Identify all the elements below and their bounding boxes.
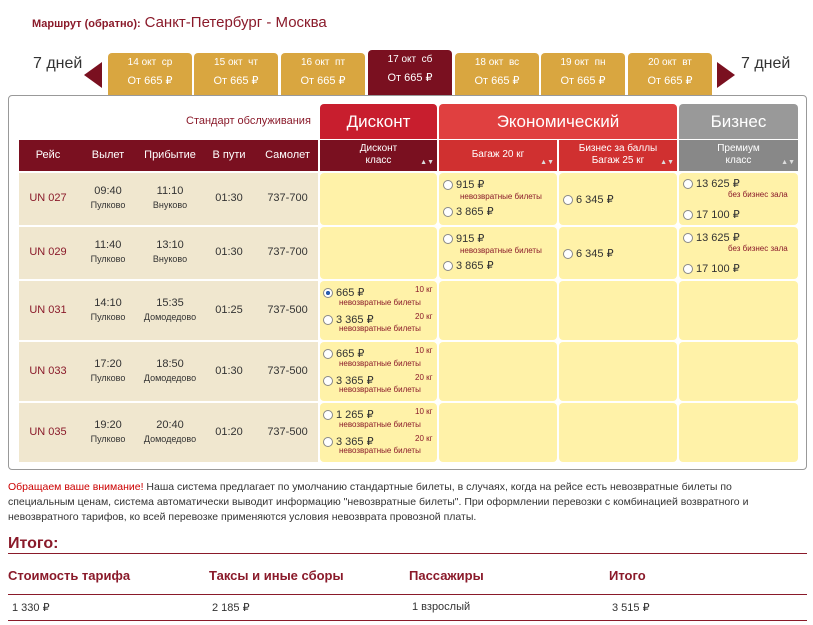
route-label: Маршрут (обратно): — [32, 18, 141, 30]
departure-airport: Пулково — [90, 200, 126, 210]
departure-airport: Пулково — [90, 254, 126, 264]
arrival-airport: Домодедово — [143, 433, 197, 444]
fare-option[interactable] — [563, 247, 614, 260]
notice-text: Наша система предлагает по умолчанию стандартные билеты, в случаях, когда на рейсе есть невозвратные билеты по специальным ценам, система автоматически выводит информацию "невозвратные билеты". При оформлении перевозки с комбинацией возвратного и невозвратного тарифов, ко всей перевозке применяются условия невозврата провозной платы. — [8, 481, 749, 523]
radio-button[interactable] — [323, 315, 333, 325]
radio-button[interactable] — [323, 410, 333, 420]
departure-airport: Пулково — [90, 372, 126, 383]
radio-button[interactable] — [323, 349, 333, 359]
class-header-discount: Дисконт — [320, 104, 437, 139]
aircraft: 737-700 — [267, 192, 308, 204]
fare-option[interactable] — [563, 193, 614, 206]
date-tab-date: 16 окт пт — [300, 57, 346, 68]
subheader-economy-label: Багаж 20 кг — [471, 149, 525, 160]
flight-row — [19, 281, 318, 340]
route-value: Санкт-Петербург - Москва — [144, 14, 327, 31]
route-header — [32, 14, 327, 31]
departure-time: 17:20 — [94, 357, 122, 370]
sort-icon[interactable]: ▲▼ — [660, 159, 674, 166]
fare-price: 3 365 ₽ — [336, 314, 374, 326]
date-tab[interactable] — [541, 53, 625, 95]
totals-total-value: 3 515 ₽ — [612, 602, 650, 614]
divider — [8, 594, 807, 595]
fare-price: 3 365 ₽ — [336, 375, 374, 387]
flight-row — [19, 227, 318, 279]
prev-week-arrow-icon[interactable] — [84, 62, 102, 88]
radio-button[interactable] — [683, 264, 693, 274]
sort-icon[interactable]: ▲▼ — [781, 159, 795, 166]
duration: 01:30 — [215, 246, 243, 258]
fare-note: без бизнес зала — [728, 190, 788, 199]
totals-taxes-value: 2 185 ₽ — [212, 602, 250, 614]
fare-note: без бизнес зала — [728, 244, 788, 253]
subheader-premium[interactable] — [679, 140, 798, 171]
sort-icon[interactable]: ▲▼ — [420, 159, 434, 166]
fare-price: 3 865 ₽ — [456, 206, 494, 218]
radio-button[interactable] — [683, 179, 693, 189]
col-departure: Вылет — [77, 140, 139, 171]
date-tab[interactable] — [455, 53, 539, 95]
duration: 01:30 — [215, 192, 243, 204]
next-week-label[interactable]: 7 дней — [741, 55, 791, 72]
notice-highlight: Обращаем ваше внимание! — [8, 481, 144, 493]
subheader-bonus[interactable] — [559, 140, 677, 171]
arrival-airport: Домодедово — [143, 372, 197, 383]
fare-note: 20 кг — [415, 373, 433, 382]
radio-button[interactable] — [443, 180, 453, 190]
arrival-time: 11:10 — [156, 185, 184, 197]
flight-number: UN 029 — [29, 246, 67, 258]
col-arrival: Прибытие — [139, 140, 201, 171]
subheader-premium-label: Премиум класс — [717, 143, 760, 166]
fare-price: 665 ₽ — [336, 287, 365, 299]
fare-price: 3 865 ₽ — [456, 260, 494, 272]
radio-button[interactable] — [683, 233, 693, 243]
fare-cell-discount — [320, 173, 437, 225]
fare-price: 915 ₽ — [456, 179, 485, 191]
duration: 01:30 — [215, 364, 243, 377]
fare-note: 10 кг — [415, 407, 433, 416]
next-week-arrow-icon[interactable] — [717, 62, 735, 88]
fare-option[interactable] — [443, 232, 484, 245]
date-tab-date: 14 окт ср — [127, 57, 173, 68]
fare-price: 17 100 ₽ — [696, 263, 740, 275]
radio-button[interactable] — [563, 195, 573, 205]
departure-airport: Пулково — [90, 311, 126, 322]
date-tab-price: От 665 ₽ — [300, 75, 346, 87]
aircraft: 737-500 — [267, 303, 308, 316]
fare-option[interactable] — [683, 177, 740, 190]
fare-option[interactable] — [683, 262, 740, 275]
date-tab[interactable] — [628, 53, 712, 95]
fare-note: невозвратные билеты — [339, 420, 421, 429]
totals-header-total: Итого — [609, 568, 646, 583]
date-tab-date: 17 окт сб — [387, 54, 433, 65]
flight-number: UN 027 — [29, 192, 67, 204]
fare-cell-economy — [439, 342, 557, 401]
divider — [8, 620, 807, 621]
date-tab-price: От 665 ₽ — [647, 75, 693, 87]
fare-price: 1 265 ₽ — [336, 409, 374, 421]
date-tab[interactable] — [108, 53, 192, 95]
fare-cell-bonus — [559, 281, 677, 340]
fare-price: 3 365 ₽ — [336, 436, 374, 448]
arrival-time: 13:10 — [156, 239, 184, 251]
date-tab-date: 18 окт вс — [474, 57, 520, 68]
notice — [8, 480, 798, 525]
fare-price: 6 345 ₽ — [576, 194, 614, 206]
subheader-economy[interactable] — [439, 140, 557, 171]
aircraft: 737-500 — [267, 425, 308, 438]
sort-icon[interactable]: ▲▼ — [540, 159, 554, 166]
totals-fare-value: 1 330 ₽ — [12, 602, 50, 614]
date-tab-price: От 665 ₽ — [127, 75, 173, 87]
arrival-time: 20:40 — [156, 418, 184, 431]
duration: 01:20 — [215, 425, 243, 438]
fare-note: невозвратные билеты — [460, 246, 542, 255]
fare-option[interactable] — [683, 208, 740, 221]
col-duration: В пути — [201, 140, 257, 171]
date-tab-price: От 665 ₽ — [560, 75, 606, 87]
fare-price: 13 625 ₽ — [696, 178, 740, 190]
flight-row — [19, 342, 318, 401]
arrival-time: 18:50 — [156, 357, 184, 370]
flight-number: UN 031 — [29, 303, 67, 316]
flight-number: UN 033 — [29, 364, 67, 377]
fare-price: 665 ₽ — [336, 348, 365, 360]
totals-header-fare: Стоимость тарифа — [8, 568, 131, 583]
flight-row — [19, 403, 318, 462]
fare-option[interactable] — [443, 205, 494, 218]
col-flight: Рейс — [19, 140, 77, 171]
arrival-airport: Внуково — [152, 200, 188, 210]
fare-note: 20 кг — [415, 312, 433, 321]
fare-note: 10 кг — [415, 285, 433, 294]
departure-time: 19:20 — [94, 418, 122, 431]
date-tab[interactable] — [194, 53, 278, 95]
fare-cell-economy — [439, 403, 557, 462]
fare-note: невозвратные билеты — [339, 446, 421, 455]
fare-cell-bonus — [559, 342, 677, 401]
fare-cell-business — [679, 281, 798, 340]
fare-option[interactable] — [443, 259, 494, 272]
departure-time: 09:40 — [94, 185, 122, 197]
prev-week-label[interactable]: 7 дней — [33, 55, 83, 72]
fare-note: невозвратные билеты — [460, 192, 542, 201]
fare-option[interactable] — [443, 178, 484, 191]
fare-note: невозвратные билеты — [339, 385, 421, 394]
fare-cell-business — [679, 342, 798, 401]
departure-time: 14:10 — [94, 296, 122, 309]
fare-cell-economy — [439, 281, 557, 340]
class-header-business: Бизнес — [679, 104, 798, 139]
totals-header-taxes: Таксы и иные сборы — [209, 568, 344, 583]
radio-button[interactable] — [323, 376, 333, 386]
radio-button[interactable] — [323, 437, 333, 447]
flight-number: UN 035 — [29, 425, 67, 438]
totals-passengers-value: 1 взрослый — [412, 601, 471, 613]
departure-airport: Пулково — [90, 433, 126, 444]
fare-price: 915 ₽ — [456, 233, 485, 245]
fare-note: 10 кг — [415, 346, 433, 355]
aircraft: 737-700 — [267, 246, 308, 258]
fare-note: невозвратные билеты — [339, 298, 421, 307]
date-tab-date: 20 окт вт — [648, 57, 692, 68]
arrival-airport: Домодедово — [143, 311, 197, 322]
arrival-time: 15:35 — [156, 296, 184, 309]
fare-price: 6 345 ₽ — [576, 248, 614, 260]
radio-button[interactable] — [683, 210, 693, 220]
standard-label: Стандарт обслуживания — [186, 115, 311, 127]
radio-button[interactable] — [563, 249, 573, 259]
radio-button[interactable] — [443, 234, 453, 244]
radio-button[interactable] — [323, 288, 333, 298]
class-header-economy: Экономический — [439, 104, 677, 139]
date-tab[interactable] — [281, 53, 365, 95]
subheader-discount[interactable] — [320, 140, 437, 171]
fare-note: невозвратные билеты — [339, 324, 421, 333]
fare-cell-discount — [320, 227, 437, 279]
date-tab-date: 15 окт чт — [214, 57, 258, 68]
arrival-airport: Внуково — [152, 254, 188, 264]
fare-note: невозвратные билеты — [339, 359, 421, 368]
fare-price: 17 100 ₽ — [696, 209, 740, 221]
radio-button[interactable] — [443, 207, 453, 217]
totals-title: Итого: — [8, 535, 59, 552]
fare-cell-business — [679, 403, 798, 462]
subheader-bonus-label: Бизнес за баллы Багаж 25 кг — [578, 143, 658, 166]
totals-header-passengers: Пассажиры — [409, 568, 484, 583]
col-aircraft: Самолет — [257, 140, 318, 171]
duration: 01:25 — [215, 303, 243, 316]
aircraft: 737-500 — [267, 364, 308, 377]
fare-note: 20 кг — [415, 434, 433, 443]
fare-cell-bonus — [559, 403, 677, 462]
flight-row — [19, 173, 318, 225]
fare-option[interactable] — [683, 231, 740, 244]
date-tab-date: 19 окт пн — [560, 57, 606, 68]
subheader-discount-label: Дисконт класс — [359, 143, 398, 166]
date-tab[interactable] — [368, 50, 452, 95]
radio-button[interactable] — [443, 261, 453, 271]
divider — [8, 553, 807, 554]
departure-time: 11:40 — [94, 239, 122, 251]
date-tab-price: От 665 ₽ — [474, 75, 520, 87]
fare-price: 13 625 ₽ — [696, 232, 740, 244]
date-tab-price: От 665 ₽ — [213, 75, 259, 87]
date-tab-price: От 665 ₽ — [387, 72, 433, 84]
